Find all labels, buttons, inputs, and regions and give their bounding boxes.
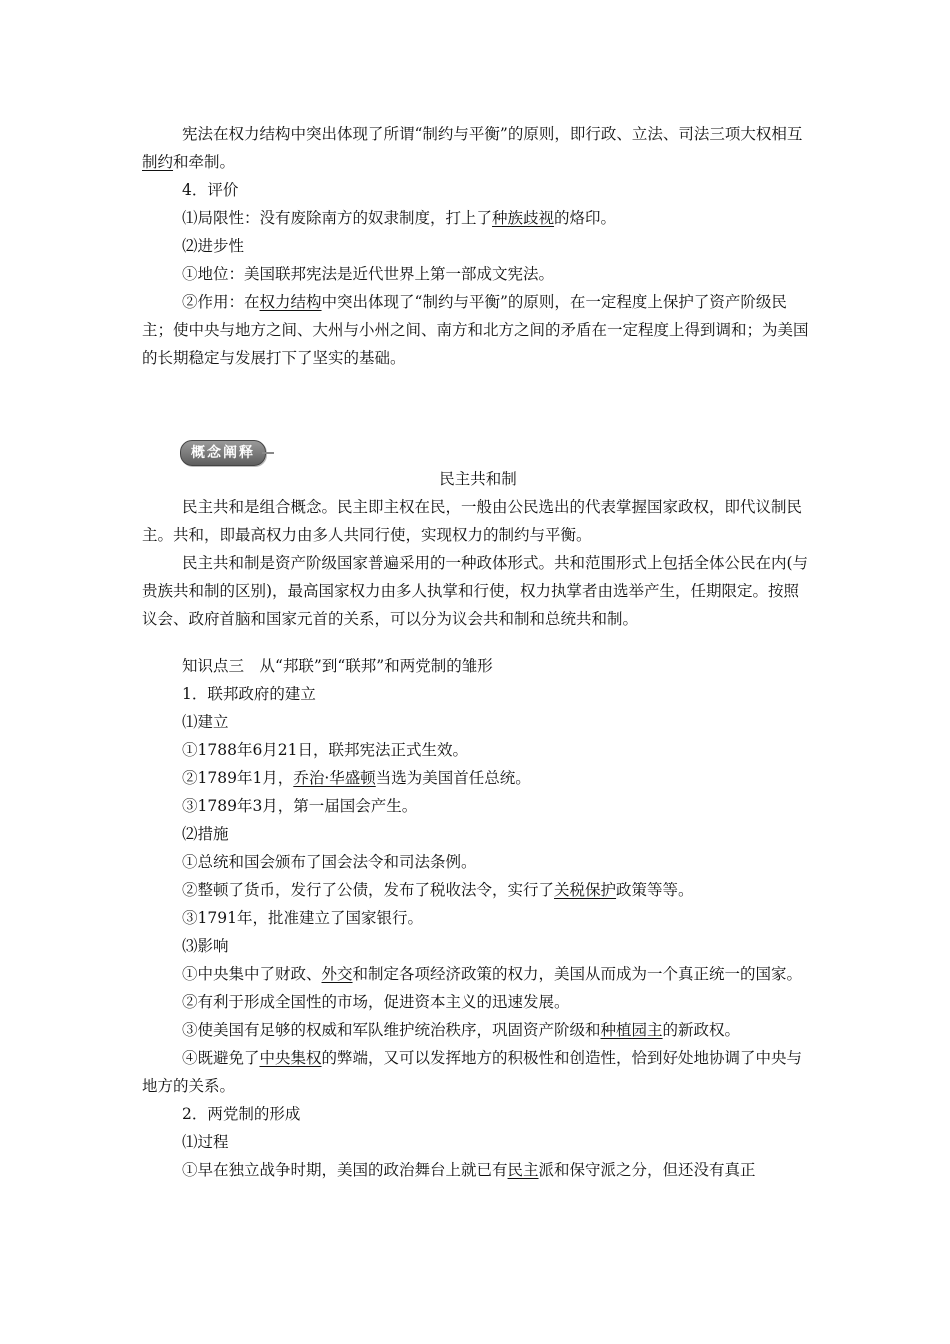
item-establish-2: ②1789年1月，乔治·华盛顿当选为美国首任总统。 (182, 769, 531, 787)
item-measures-2: ②整顿了货币，发行了公债，发布了税收法令，实行了关税保护政策等等。 (182, 881, 694, 899)
paragraph-checks-balances: 宪法在权力结构中突出体现了所谓“制约与平衡”的原则，即行政、立法、司法三项大权相互制约和牵制。 (142, 125, 803, 171)
section-constitution-evaluation (142, 120, 814, 372)
concept-paragraph-1: 民主共和是组合概念。民主即主权在民，一般由公民选出的代表掌握国家政权，即代议制民主。共和，即最高权力由多人共同行使，实现权力的制约与平衡。 (142, 498, 803, 544)
item-establish: ⑴建立 (182, 713, 229, 731)
item-influence-4: ④既避免了中央集权的弊端，又可以发挥地方的积极性和创造性，恰到好处地协调了中央与地方的关系。 (142, 1049, 803, 1095)
heading-two-party: 2．两党制的形成 (182, 1105, 301, 1123)
item-establish-1: ①1788年6月21日，联邦宪法正式生效。 (182, 741, 469, 759)
heading-federal-government: 1．联邦政府的建立 (182, 685, 316, 703)
item-influence: ⑶影响 (182, 937, 229, 955)
concept-title: 民主共和制 (439, 470, 517, 488)
item-measures-1: ①总统和国会颁布了国会法令和司法条例。 (182, 853, 477, 871)
concept-badge: 概念阐释 (180, 440, 266, 466)
item-influence-2: ②有利于形成全国性的市场，促进资本主义的迅速发展。 (182, 993, 570, 1011)
item-establish-3: ③1789年3月，第一届国会产生。 (182, 797, 418, 815)
item-limitation: ⑴局限性：没有废除南方的奴隶制度，打上了种族歧视的烙印。 (182, 209, 617, 227)
section-concept (142, 465, 814, 633)
item-measures-3: ③1791年，批准建立了国家银行。 (182, 909, 423, 927)
item-process-1: ①早在独立战争时期，美国的政治舞台上就已有民主派和保守派之分，但还没有真正 (182, 1161, 756, 1179)
item-progressiveness: ⑵进步性 (182, 237, 245, 255)
item-status: ①地位：美国联邦宪法是近代世界上第一部成文宪法。 (182, 265, 555, 283)
section-knowledge-point-3 (142, 652, 814, 1184)
concept-paragraph-2: 民主共和制是资产阶级国家普遍采用的一种政体形式。共和范围形式上包括全体公民在内(与贵族共和制的区别)，最高国家权力由多人执掌和行使，权力执掌者由选举产生，任期限定。按照议会、政府首脑和国家元首的关系，可以分为议会共和制和总统共和制。 (142, 554, 809, 628)
knowledge-heading: 知识点三 从“邦联”到“联邦”和两党制的雏形 (182, 657, 493, 675)
heading-evaluation: 4．评价 (182, 181, 239, 199)
item-influence-1: ①中央集中了财政、外交和制定各项经济政策的权力，美国从而成为一个真正统一的国家。 (182, 965, 803, 983)
item-process: ⑴过程 (182, 1133, 229, 1151)
item-measures: ⑵措施 (182, 825, 229, 843)
item-influence-3: ③使美国有足够的权威和军队维护统治秩序，巩固资产阶级和种植园主的新政权。 (182, 1021, 741, 1039)
badge-decoration (262, 452, 274, 454)
item-effect: ②作用：在权力结构中突出体现了“制约与平衡”的原则，在一定程度上保护了资产阶级民主；使中央与地方之间、大州与小州之间、南方和北方之间的矛盾在一定程度上得到调和；为美国的长期稳定与发展打下了坚实的基础。 (142, 293, 809, 367)
